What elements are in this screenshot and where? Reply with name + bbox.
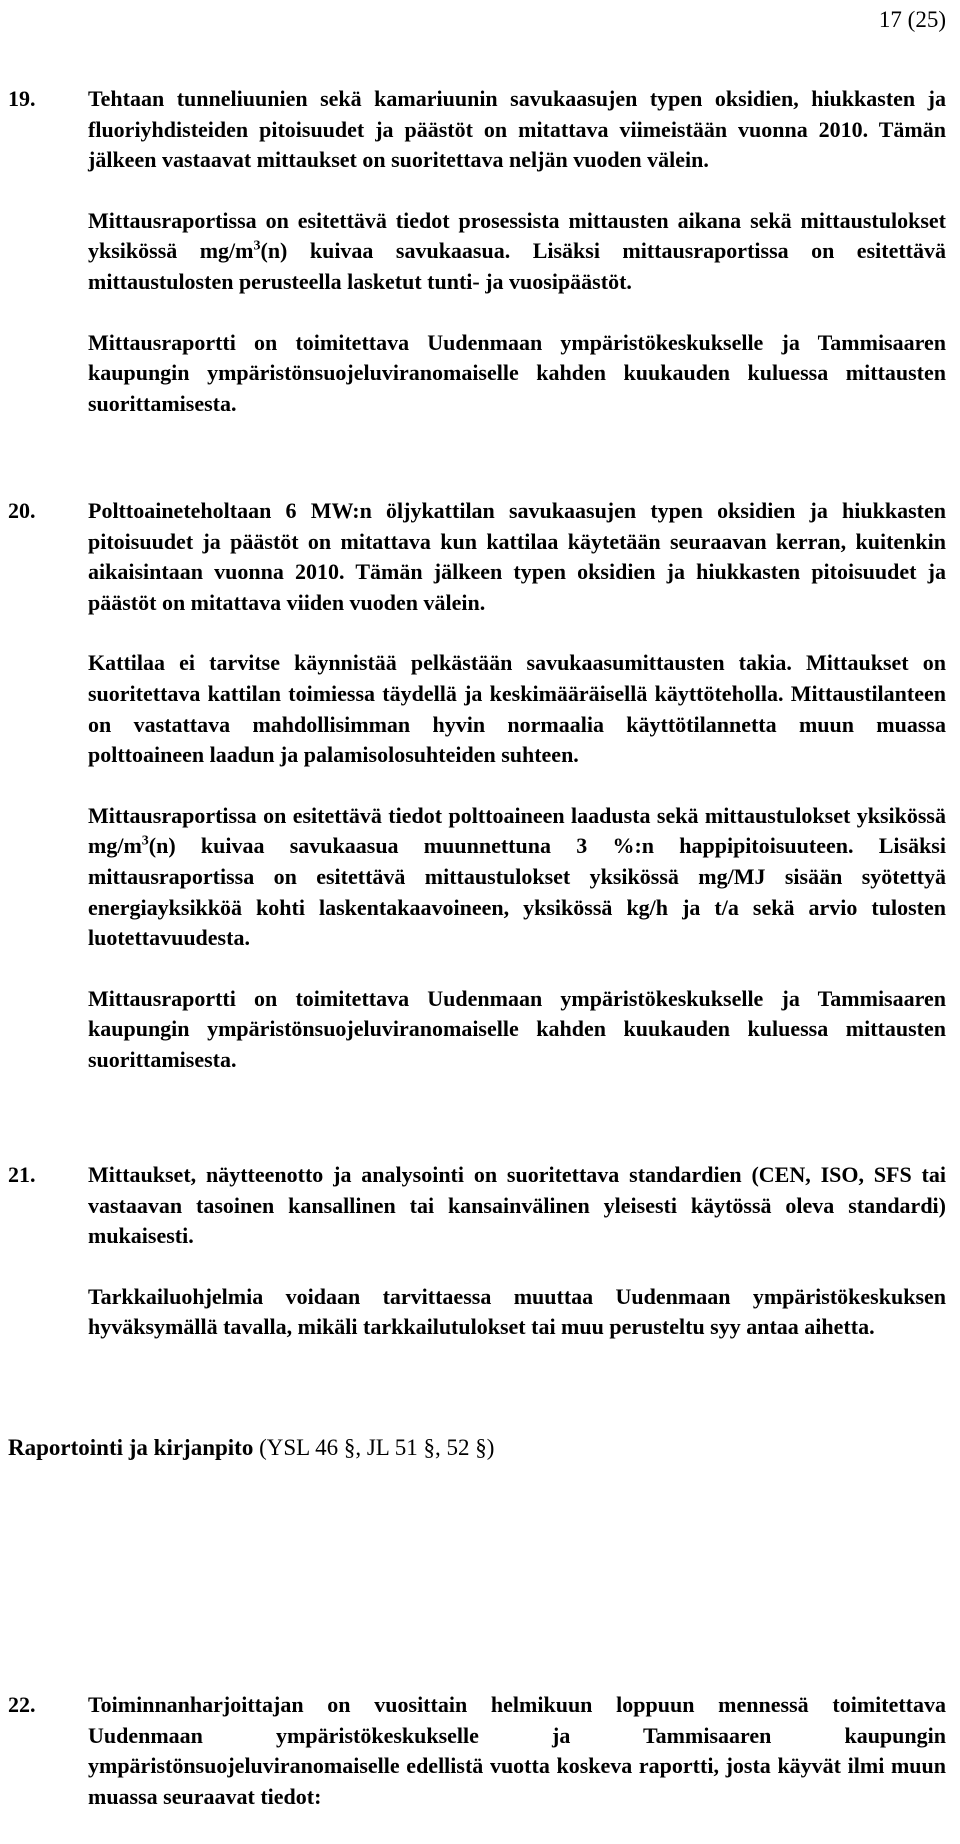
heading-title: Raportointi ja kirjanpito	[8, 1435, 254, 1460]
item-number: 22.	[8, 1692, 36, 1717]
paragraph: Tehtaan tunneliuunien sekä kamariuunin savukaasujen typen oksidien, hiukkasten ja fluoriyhdisteiden pitoisuudet ja päästöt on mitattava viimeistään vuonna 2010. Tämän jälkeen vastaavat mittaukset on suoritettava neljän vuoden välein.	[88, 86, 946, 173]
item-19	[8, 84, 946, 419]
item-number: 21.	[8, 1162, 36, 1187]
item-22	[8, 1690, 946, 1812]
paragraph: Mittausraportti on toimitettava Uudenmaan ympäristökeskukselle ja Tammisaaren kaupungin ympäristönsuojeluviranomaiselle kahden kuukauden kuluessa mittausten suorittamisesta.	[88, 985, 946, 1072]
paragraph: Kattilaa ei tarvitse käynnistää pelkästään savukaasumittausten takia. Mittaukset on suoritettava kattilan toimiessa täydellä ja keskimääräisellä käyttöteholla. Mittaustilanteen on vastattava mahdollisimman hyvin normaalia käyttötilannetta muun muassa polttoaineen laadun ja palamisolosuhteiden suhteen.	[88, 650, 946, 768]
superscript: 3	[253, 239, 261, 255]
item-21	[8, 1160, 946, 1343]
paragraph: Toiminnanharjoittajan on vuosittain helmikuun loppuun mennessä toimitettava Uudenmaan ympäristökeskukselle ja Tammisaaren kaupungin ympäristönsuojeluviranomaiselle edellistä vuotta koskeva raportti, josta käyvät ilmi muun muassa seuraavat tiedot:	[88, 1692, 946, 1809]
item-number: 19.	[8, 86, 36, 111]
paragraph: Mittaukset, näytteenotto ja analysointi on suoritettava standardien (CEN, ISO, SFS tai vastaavan tasoinen kansallinen tai kansainvälinen yleisesti käytössä oleva standardi) mukaisesti.	[88, 1162, 946, 1249]
paragraph: Mittausraportissa on esitettävä tiedot prosessista mittausten aikana sekä mittaustulokset yksikössä $mg/m^3(n)$ kuivaa savukaasua. Lisäksi mittausraportissa on esitettävä mittaustulosten perusteella lasketut tunti- ja vuosipäästöt.	[88, 207, 946, 294]
heading-reference: (YSL 46 §, JL 51 §, 52 §)	[253, 1435, 495, 1460]
item-number: 20.	[8, 498, 36, 523]
item-20	[8, 496, 946, 1076]
section-heading	[8, 1432, 494, 1464]
paragraph: Tarkkailuohjelmia voidaan tarvittaessa muuttaa Uudenmaan ympäristökeskuksen hyväksymällä tavalla, mikäli tarkkailutulokset tai muu perusteltu syy antaa aihetta.	[88, 1283, 946, 1340]
paragraph: Polttoaineteholtaan 6 MW:n öljykattilan savukaasujen typen oksidien ja hiukkasten pitoisuudet ja päästöt on mitattava kun kattilaa käytetään seuraavan kerran, kuitenkin aikaisintaan vuonna 2010. Tämän jälkeen typen oksidien ja hiukkasten pitoisuudet ja päästöt on mitattava viiden vuoden välein.	[88, 498, 946, 615]
paragraph: Mittausraportissa on esitettävä tiedot polttoaineen laadusta sekä mittaustulokset yksikössä $mg/m^3(n)$ kuivaa savukaasua muunnettuna 3 %:n happipitoisuuteen. Lisäksi mittausraportissa on esitettävä mittaustulokset yksikössä mg/MJ sisään syötettyä energiayksikköä kohti laskentakaavoineen, yksikössä kg/h ja t/a sekä arvio tulosten luotettavuudesta.	[88, 802, 946, 951]
page-number: 17 (25)	[878, 7, 946, 32]
paragraph: Mittausraportti on toimitettava Uudenmaan ympäristökeskukselle ja Tammisaaren kaupungin ympäristönsuojeluviranomaiselle kahden kuukauden kuluessa mittausten suorittamisesta.	[88, 329, 946, 416]
superscript: 3	[141, 834, 149, 850]
